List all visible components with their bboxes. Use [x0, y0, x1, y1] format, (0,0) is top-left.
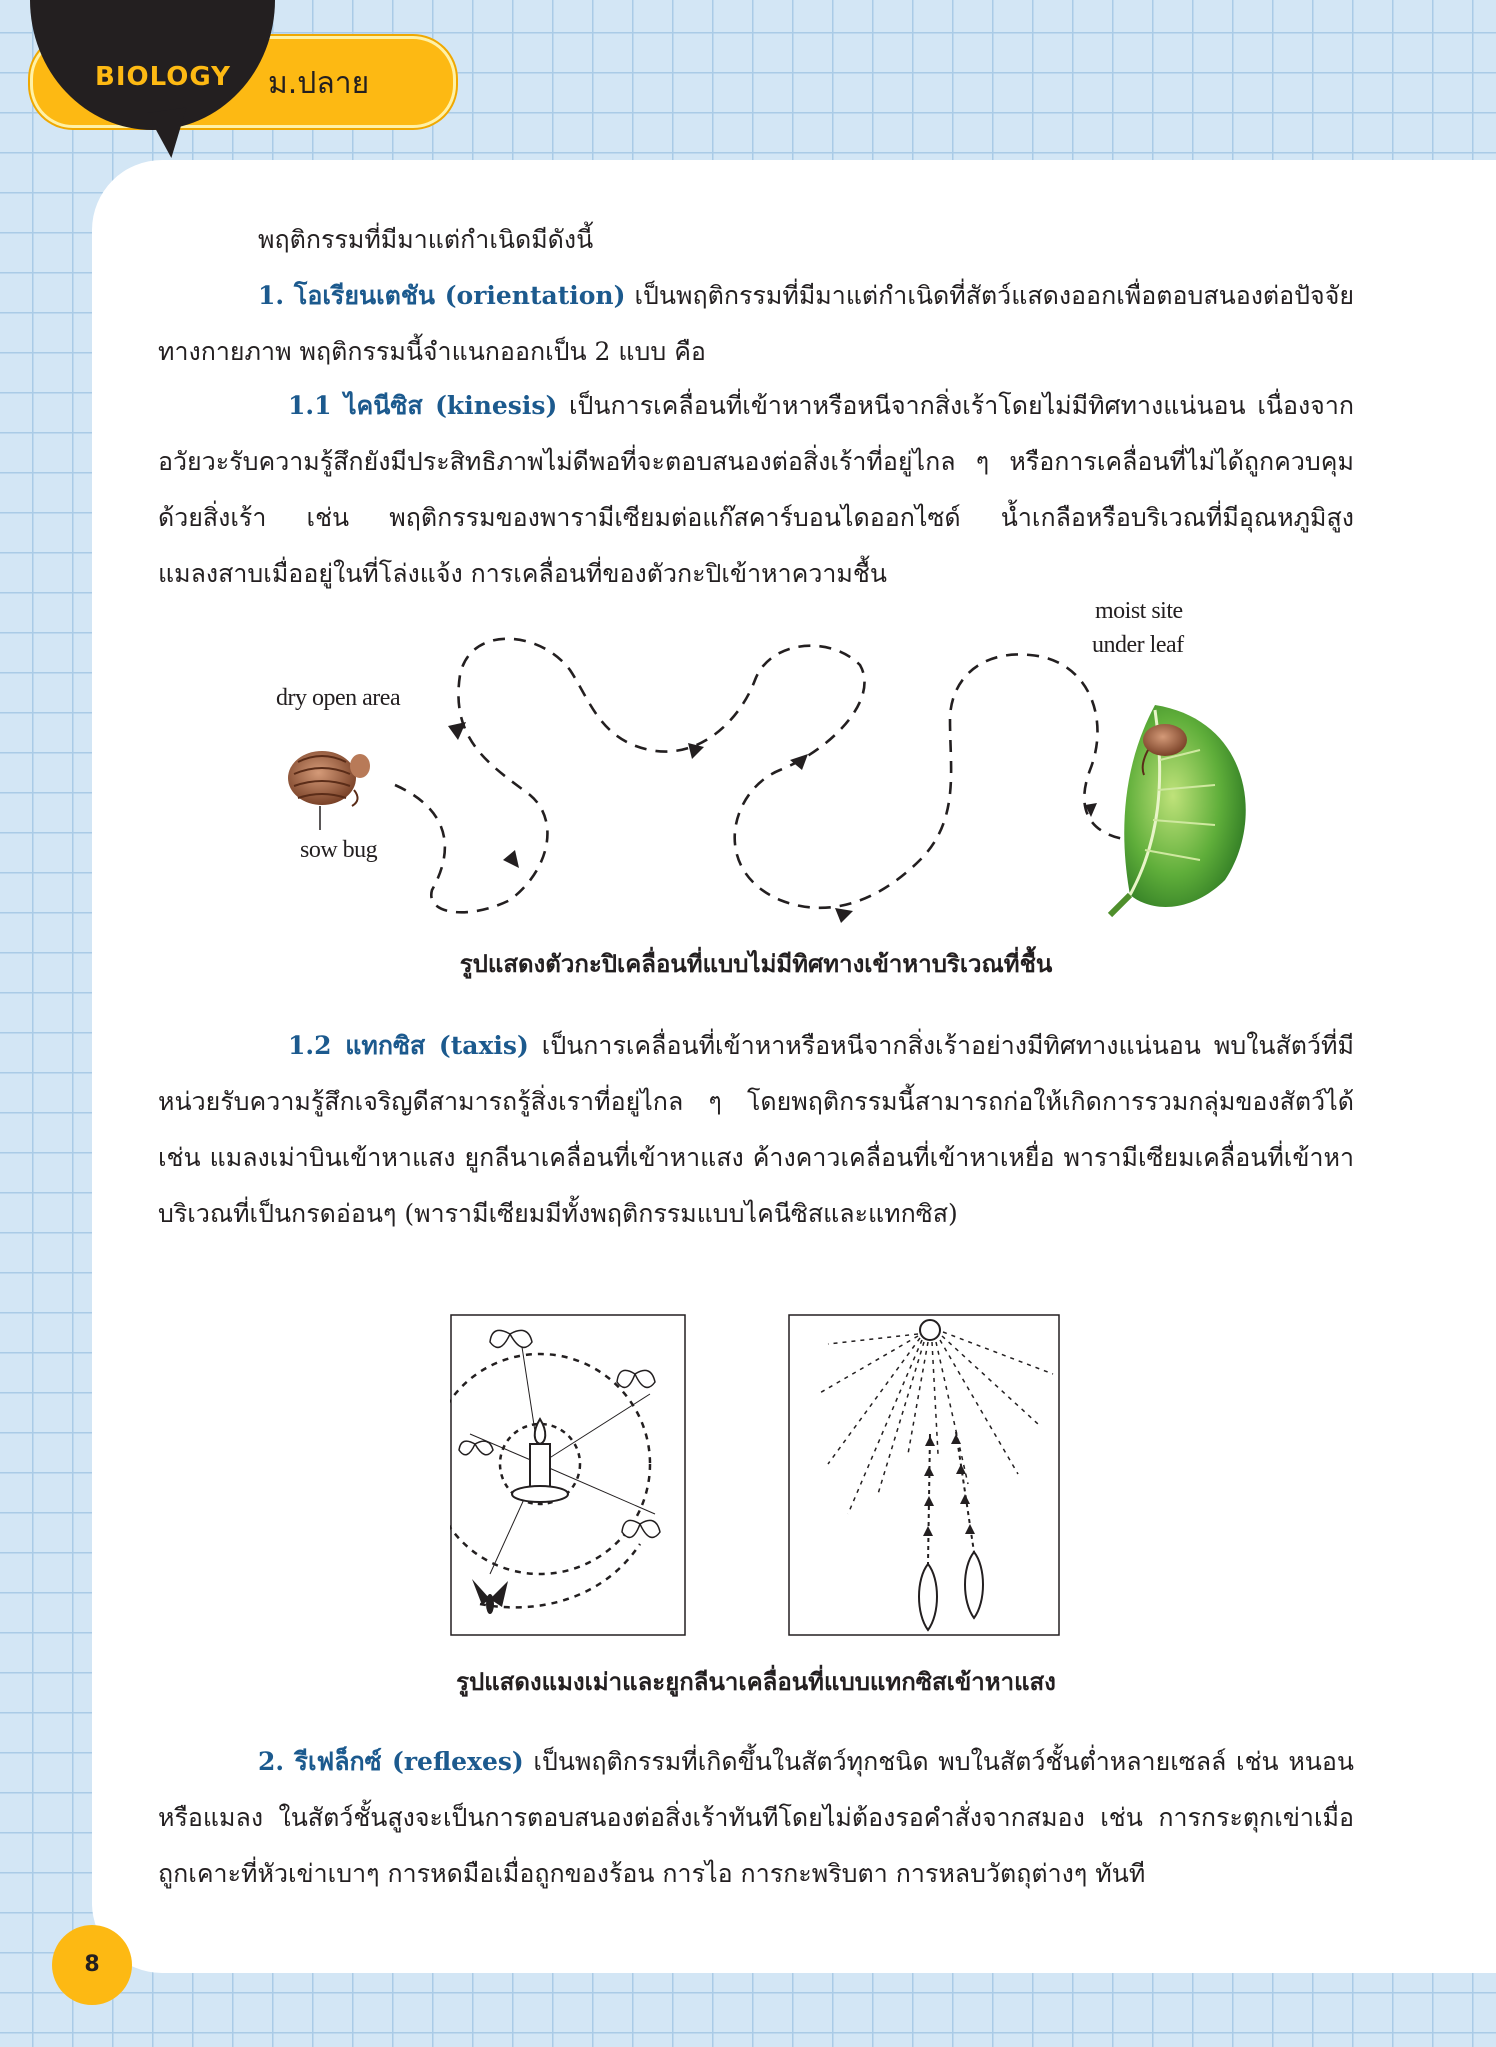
- kinesis-figure: [260, 590, 1290, 930]
- figure2-caption: รูปแสดงแมงเม่าและยูกลีนาเคลื่อนที่แบบแทกซิสเข้าหาแสง: [456, 1668, 1056, 1696]
- path-arrows: [448, 722, 1097, 923]
- subject-label: BIOLOGY: [95, 62, 231, 92]
- light-source-icon: [920, 1320, 940, 1340]
- figure1-caption: รูปแสดงตัวกะปิเคลื่อนที่แบบไม่มีทิศทางเข้าหาบริเวณที่ชื้น: [459, 950, 1053, 978]
- orientation-paragraph: [158, 268, 1354, 380]
- label-moist-site: moist site: [1095, 598, 1183, 624]
- label-under-leaf: under leaf: [1092, 632, 1184, 658]
- intro-paragraph: [158, 212, 1354, 268]
- reflexes-text: เป็นพฤติกรรมที่เกิดขึ้นในสัตว์ทุกชนิด พบในสัตว์ชั้นต่ำหลายเซลล์ เช่น หนอนหรือแมลง ในสัตว์ชั้นสูงจะเป็นการตอบสนองต่อสิ่งเร้าทันทีโดยไม่ต้องรอคำสั่งจากสมอง เช่น การกระตุกเข่าเมื่อถูกเคาะที่หัวเข่าเบาๆ การหดมือเมื่อถูกของร้อน การไอ การกะพริบตา การหลบวัตถุต่างๆ ทันที: [158, 1747, 1354, 1888]
- taxis-heading: 1.2 แทกซิส (taxis): [288, 1031, 529, 1060]
- reflexes-paragraph: [158, 1734, 1354, 1902]
- intro-text: พฤติกรรมที่มีมาแต่กำเนิดมีดังนี้: [258, 225, 594, 254]
- label-sow-bug: sow bug: [300, 837, 378, 863]
- sow-bug-icon: [288, 751, 370, 806]
- reflexes-heading: 2. รีเฟล็กซ์ (reflexes): [258, 1747, 524, 1776]
- wandering-path: [395, 639, 1130, 913]
- kinesis-text: เป็นการเคลื่อนที่เข้าหาหรือหนีจากสิ่งเร้าโดยไม่มีทิศทางแน่นอน เนื่องจากอวัยวะรับความรู้สึกยังมีประสิทธิภาพไม่ดีพอที่จะตอบสนองต่อสิ่งเร้าที่อยู่ไกล ๆ หรือการเคลื่อนที่ไม่ได้ถูกควบคุมด้วยสิ่งเร้า เช่น พฤติกรรมของพารามีเซียมต่อแก๊สคาร์บอนไดออกไซด์ น้ำเกลือหรือบริเวณที่มีอุณหภูมิสูง แมลงสาบเมื่ออยู่ในที่โล่งแจ้ง การเคลื่อนที่ของตัวกะปิเข้าหาความชื้น: [158, 391, 1354, 588]
- euglena-light-figure: [788, 1314, 1060, 1636]
- taxis-paragraph: [158, 1018, 1354, 1242]
- orientation-text: เป็นพฤติกรรมที่มีมาแต่กำเนิดที่สัตว์แสดงออกเพื่อตอบสนองต่อปัจจัยทางกายภาพ พฤติกรรมนี้จำแนกออกเป็น 2 แบบ คือ: [158, 281, 1354, 366]
- moth-candle-figure: [450, 1314, 686, 1636]
- taxis-text: เป็นการเคลื่อนที่เข้าหาหรือหนีจากสิ่งเร้าอย่างมีทิศทางแน่นอน พบในสัตว์ที่มีหน่วยรับความรู้สึกเจริญดีสามารถรู้สิ่งเราที่อยู่ไกล ๆ โดยพฤติกรรมนี้สามารถก่อให้เกิดการรวมกลุ่มของสัตว์ได้ เช่น แมลงเม่าบินเข้าหาแสง ยูกลีนาเคลื่อนที่เข้าหาแสง ค้างคาวเคลื่อนที่เข้าหาเหยื่อ พารามีเซียมเคลื่อนที่เข้าหาบริเวณที่เป็นกรดอ่อนๆ (พารามีเซียมมีทั้งพฤติกรรมแบบไคนีซิสและแทกซิส): [158, 1031, 1355, 1228]
- page-number: 8: [52, 1925, 132, 2005]
- kinesis-paragraph: [158, 378, 1354, 602]
- speech-bubble-tail: [147, 107, 193, 160]
- kinesis-heading: 1.1 ไคนีซิส (kinesis): [288, 391, 558, 420]
- level-label: ม.ปลาย: [268, 66, 370, 101]
- orientation-heading: 1. โอเรียนเตชัน (orientation): [258, 281, 626, 310]
- leaf-icon: [1110, 705, 1246, 915]
- label-dry-open-area: dry open area: [276, 685, 401, 711]
